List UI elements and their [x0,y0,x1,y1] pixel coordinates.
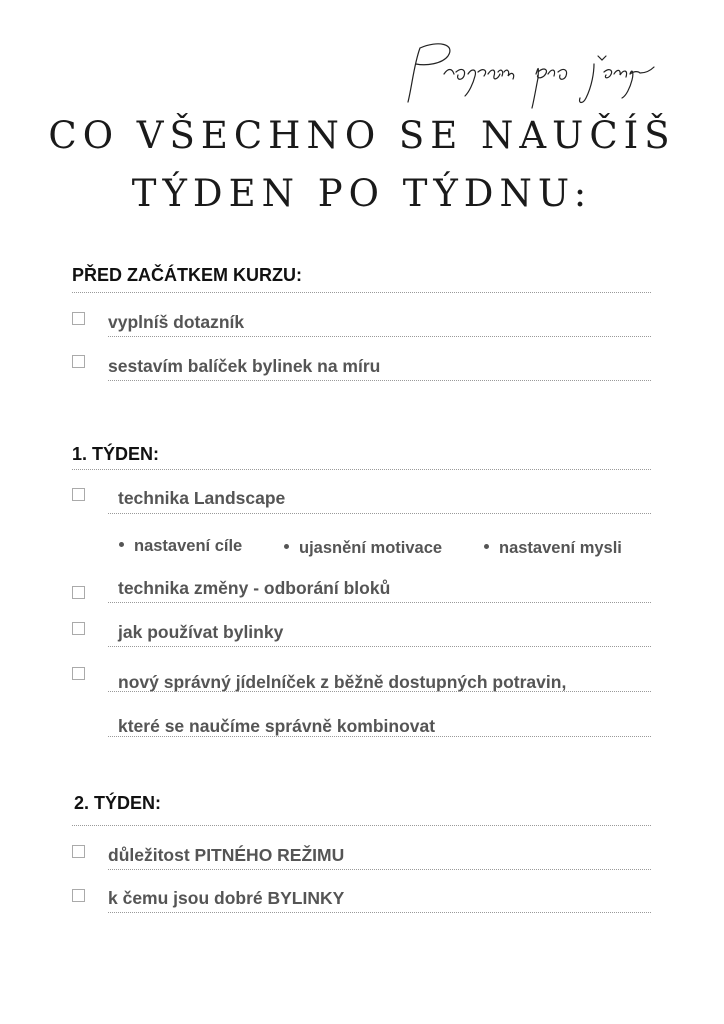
list-item: jak používat bylinky [118,622,284,642]
list-item: sestavím balíček bylinek na míru [108,356,381,376]
list-item: technika změny - odborání bloků [118,578,391,598]
list-item: k čemu jsou dobré BYLINKY [108,888,345,908]
dotted-rule [108,336,651,337]
dotted-rule [108,380,651,381]
page-title-line-2: TÝDEN PO TÝDNU: [131,172,593,215]
dotted-rule [72,469,651,470]
checkbox[interactable] [72,667,85,680]
section-title-week-2: 2. TÝDEN: [74,793,162,813]
list-item: nový správný jídelníček z běžně dostupných potravin, [118,672,567,692]
program-pro-zeny-script-logo [398,34,660,114]
bullet-item: ujasnění motivace [284,539,442,558]
list-item: důležitost PITNÉHO REŽIMU [108,845,345,865]
bullet-item: nastavení cíle [119,537,242,556]
section-title-before-course: PŘED ZAČÁTKEM KURZU: [72,265,302,285]
checkbox[interactable] [72,845,85,858]
dotted-rule [72,825,651,826]
checkbox[interactable] [72,488,85,501]
checkbox[interactable] [72,355,85,368]
section-title-week-1: 1. TÝDEN: [72,444,160,464]
checkbox[interactable] [72,889,85,902]
page-title-line-1: CO VŠECHNO SE NAUČÍŠ [48,114,676,157]
dotted-rule [108,602,651,603]
dotted-rule [108,869,651,870]
dotted-rule [108,691,651,692]
dotted-rule [108,736,651,737]
list-item: vyplníš dotazník [108,312,245,332]
list-item: technika Landscape [118,488,286,508]
bullet-item: nastavení mysli [484,539,622,558]
dotted-rule [108,513,651,514]
dotted-rule [72,292,651,293]
checkbox[interactable] [72,586,85,599]
dotted-rule [108,912,651,913]
checkbox[interactable] [72,622,85,635]
list-item-continuation: které se naučíme správně kombinovat [118,716,436,736]
dotted-rule [108,646,651,647]
checkbox[interactable] [72,312,85,325]
